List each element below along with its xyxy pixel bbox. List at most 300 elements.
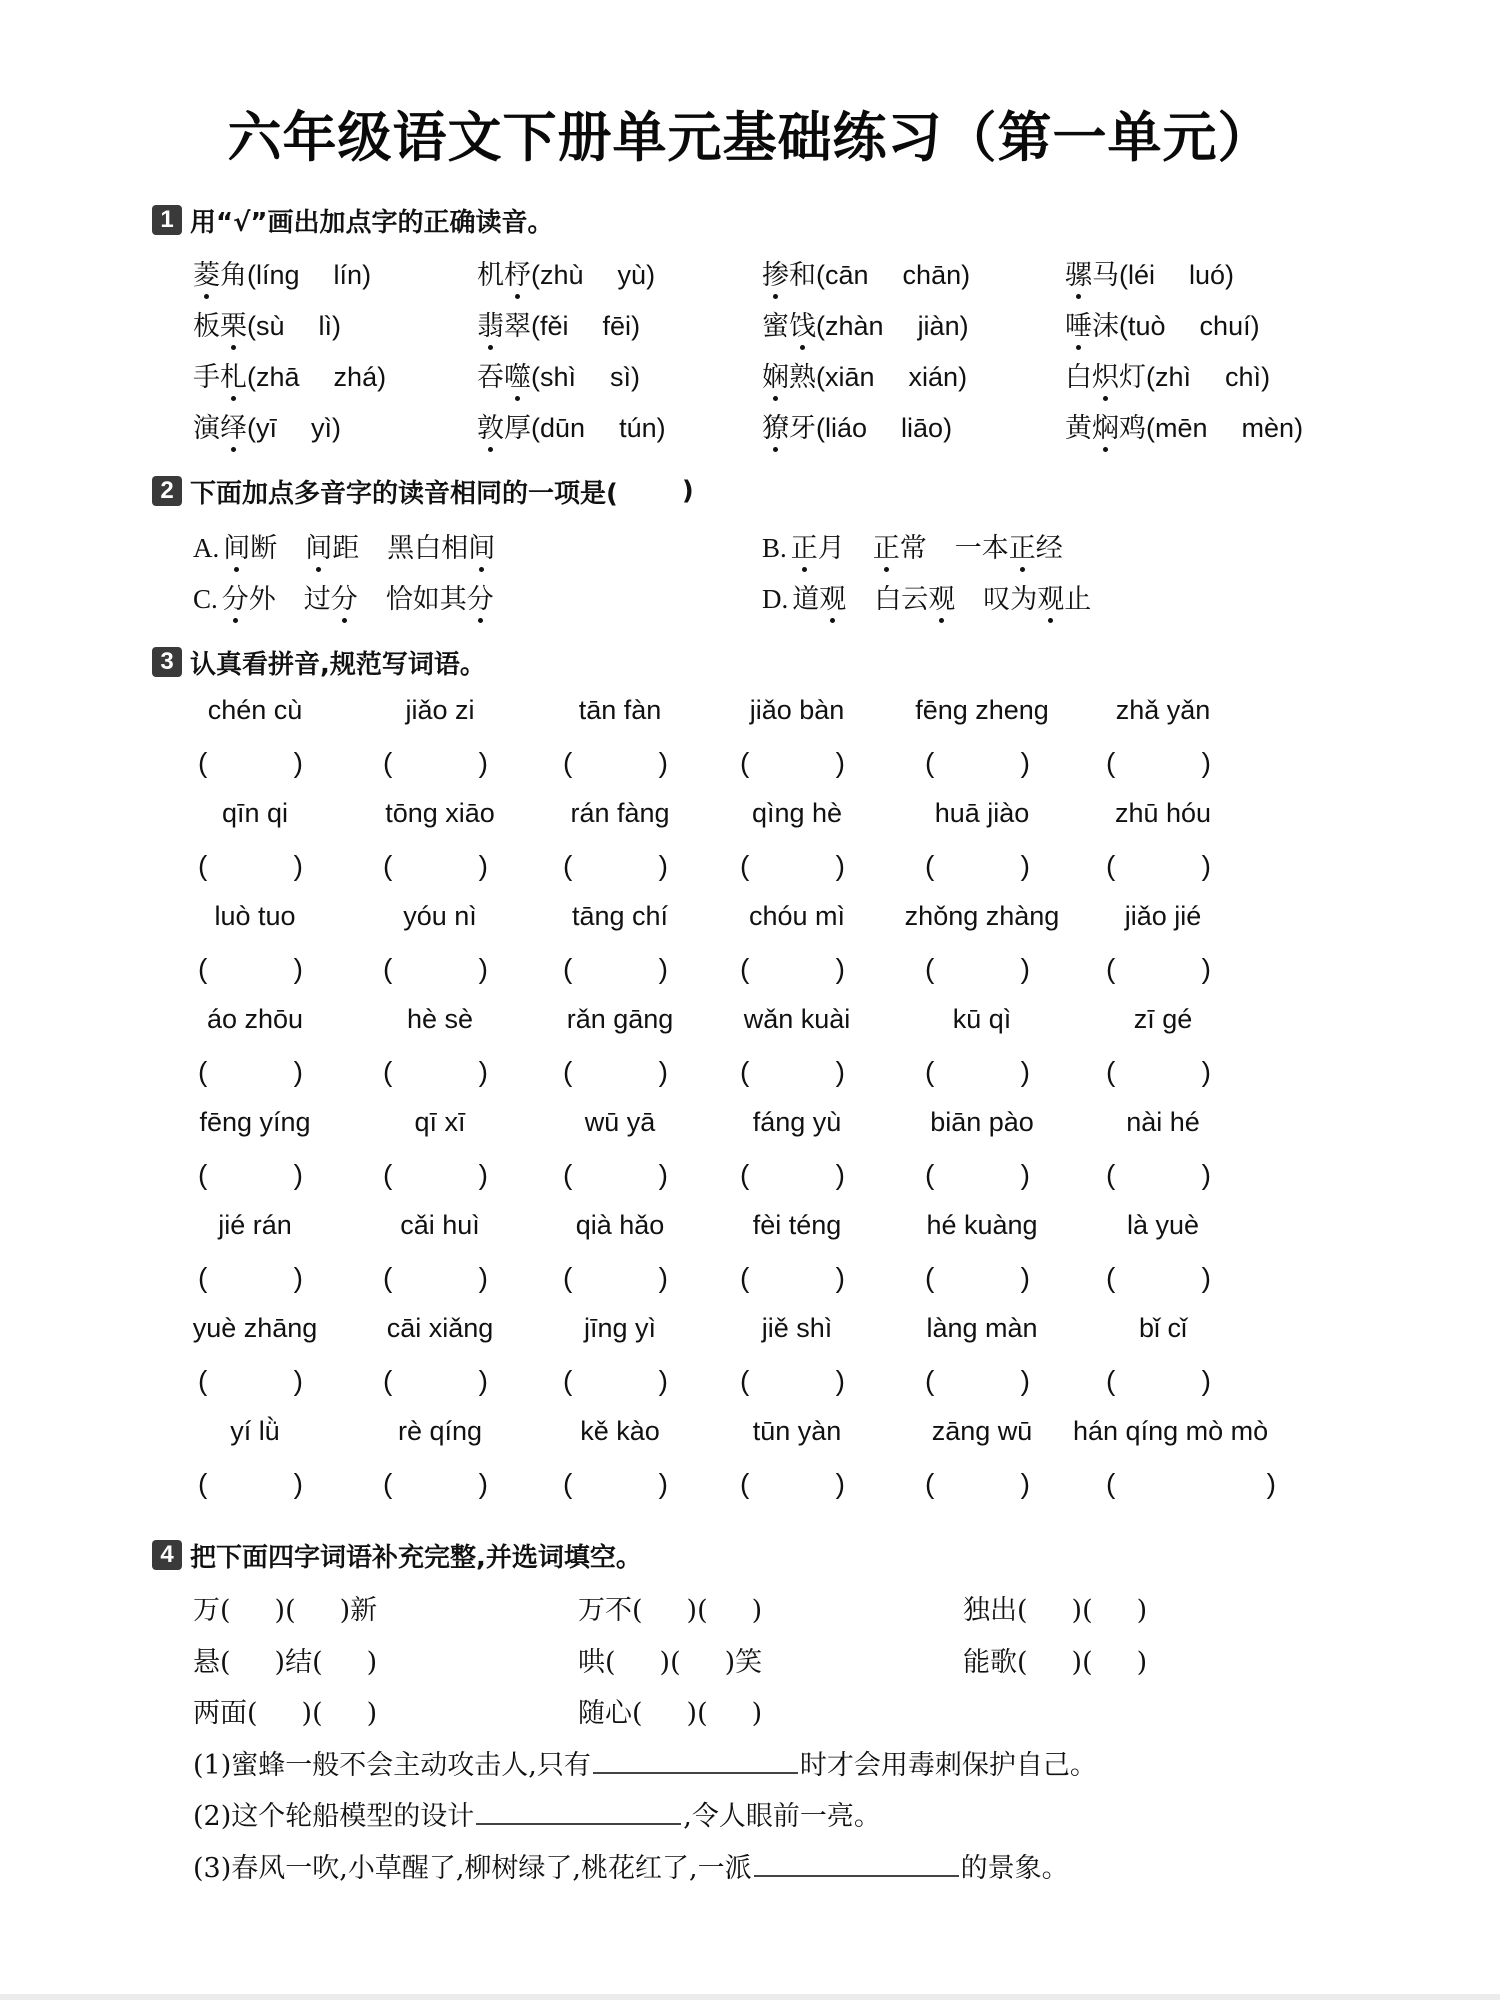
paren-open: ( xyxy=(816,260,825,290)
answer-blank[interactable] xyxy=(1106,1262,1211,1296)
paren-open: ( xyxy=(740,1262,750,1293)
paren-open: ( xyxy=(816,362,825,392)
paren-open: ( xyxy=(563,1056,573,1087)
answer-blank[interactable] xyxy=(1106,1159,1211,1193)
answer-blank[interactable] xyxy=(1106,747,1211,781)
char: 蜜 xyxy=(762,311,789,342)
pinyin-prompt: qià hǎo xyxy=(575,1210,665,1240)
q1-item[interactable] xyxy=(1065,253,1234,292)
q1-item[interactable] xyxy=(762,406,952,445)
pinyin-option[interactable]: luó xyxy=(1189,260,1226,290)
dotted-char: 间 xyxy=(223,526,250,565)
answer-blank[interactable] xyxy=(925,1365,1030,1399)
paren-open: ( xyxy=(383,1056,393,1087)
word xyxy=(983,577,1091,616)
idiom-item[interactable] xyxy=(193,1588,377,1627)
word xyxy=(477,355,531,394)
char: 角 xyxy=(220,260,247,291)
worksheet-title: 六年级语文下册单元基础练习（第一单元） xyxy=(227,106,1273,169)
pinyin-option[interactable]: lì xyxy=(318,311,333,341)
dotted-char: 焖 xyxy=(1092,406,1119,445)
q1-item[interactable] xyxy=(193,355,386,394)
paren-close: ) xyxy=(658,1159,668,1190)
paren-close: ) xyxy=(293,1159,303,1190)
paren-close: ) xyxy=(293,1056,303,1087)
idiom-item[interactable] xyxy=(963,1588,1147,1627)
pinyin-option[interactable]: sù xyxy=(256,311,285,341)
pinyin-option[interactable]: mèn xyxy=(1241,413,1295,443)
char: 黑 xyxy=(387,533,415,564)
answer-blank[interactable] xyxy=(1106,1365,1211,1399)
answer-blank[interactable] xyxy=(198,850,303,884)
pinyin-prompt: tūn yàn xyxy=(752,1416,842,1446)
char: 其 xyxy=(439,584,467,615)
paren-open: ( xyxy=(563,1159,573,1190)
answer-blank[interactable] xyxy=(925,953,1030,987)
paren-close: ) xyxy=(478,953,488,984)
q3-header xyxy=(152,645,486,679)
q1-item[interactable] xyxy=(477,406,666,445)
paren-open: ( xyxy=(198,953,208,984)
answer-blank[interactable] xyxy=(925,1056,1030,1090)
answer-blank[interactable] xyxy=(383,747,488,781)
char: 白 xyxy=(1065,362,1092,393)
paren-open: ( xyxy=(563,1365,573,1396)
q4-header xyxy=(152,1538,642,1572)
paren-close: ) xyxy=(658,1262,668,1293)
paren-close: ) xyxy=(1020,1056,1030,1087)
q1-item[interactable] xyxy=(762,355,967,394)
dotted-char: 观 xyxy=(1037,577,1064,616)
answer-blank[interactable] xyxy=(383,953,488,987)
pinyin-prompt: fēng yíng xyxy=(199,1107,311,1137)
word xyxy=(1065,304,1119,343)
q1-item[interactable] xyxy=(193,253,371,292)
q1-item[interactable] xyxy=(477,304,640,343)
pinyin-prompt: yuè zhāng xyxy=(192,1313,318,1343)
paren-close: ) xyxy=(943,413,953,443)
char: 白 xyxy=(414,533,442,564)
paren-close: ) xyxy=(1201,850,1211,881)
word xyxy=(477,406,531,445)
paren-close: ) xyxy=(959,311,969,341)
paren-open: ( xyxy=(198,850,208,881)
idiom-part: 悬( xyxy=(193,1647,231,1678)
pinyin-prompt: rè qíng xyxy=(397,1416,483,1446)
q2-option-b[interactable] xyxy=(762,526,1091,565)
pinyin-option[interactable]: chì xyxy=(1225,362,1262,392)
answer-blank[interactable] xyxy=(740,953,845,987)
answer-blank[interactable] xyxy=(563,747,668,781)
paren-close: ) xyxy=(1201,1365,1211,1396)
pinyin-prompt: hán qíng mò mò xyxy=(1073,1416,1269,1446)
q1-item[interactable] xyxy=(1065,304,1260,343)
pinyin-prompt: jié rán xyxy=(218,1210,292,1240)
char: 黄 xyxy=(1065,413,1092,444)
paren-close: ) xyxy=(293,953,303,984)
pinyin-option[interactable]: mēn xyxy=(1155,413,1208,443)
pinyin-prompt: yí lǜ xyxy=(230,1416,280,1446)
dotted-char: 间 xyxy=(305,526,332,565)
sentence-after: 的景象。 xyxy=(960,1853,1069,1884)
pinyin-prompt: rán fàng xyxy=(570,798,670,828)
answer-blank[interactable] xyxy=(383,1159,488,1193)
paren-close: ) xyxy=(658,1365,668,1396)
pinyin-option[interactable]: zhàn xyxy=(825,311,884,341)
q4-number-badge: 4 xyxy=(152,1540,182,1570)
paren-open: ( xyxy=(1106,1056,1116,1087)
paren-close: ) xyxy=(478,1468,488,1499)
char: 距 xyxy=(332,533,360,564)
pinyin-option[interactable]: shì xyxy=(540,362,577,392)
idiom-part: 独出( xyxy=(963,1595,1028,1626)
paren-open: ( xyxy=(740,1056,750,1087)
paren-open: ( xyxy=(1119,260,1128,290)
char: 道 xyxy=(792,584,820,615)
dotted-char: 菱 xyxy=(193,253,220,292)
pinyin-option[interactable]: dūn xyxy=(540,413,586,443)
char: 经 xyxy=(1035,533,1063,564)
answer-blank[interactable] xyxy=(740,1262,845,1296)
char: 恰 xyxy=(385,584,413,615)
pinyin-option[interactable]: líng xyxy=(256,260,300,290)
paren-close: ) xyxy=(1020,747,1030,778)
dotted-char: 娴 xyxy=(762,355,789,394)
word xyxy=(193,406,247,445)
pinyin-option[interactable]: zhā xyxy=(256,362,300,392)
dotted-char: 札 xyxy=(220,355,247,394)
pinyin-option[interactable]: yī xyxy=(256,413,278,443)
answer-blank[interactable] xyxy=(925,747,1030,781)
answer-blank[interactable] xyxy=(198,1262,303,1296)
dotted-char: 正 xyxy=(1009,526,1036,565)
idiom-item[interactable] xyxy=(963,1640,1147,1679)
paren-close: ) xyxy=(1020,1262,1030,1293)
paren-open: ( xyxy=(531,362,540,392)
char: 常 xyxy=(899,533,927,564)
answer-blank[interactable] xyxy=(383,1056,488,1090)
pinyin-option[interactable]: xiān xyxy=(825,362,875,392)
paren-close: ) xyxy=(362,260,372,290)
paren-close: ) xyxy=(1201,1056,1211,1087)
paren-open: ( xyxy=(563,850,573,881)
char: 牙 xyxy=(789,413,816,444)
paren-close: ) xyxy=(961,260,971,290)
paren-close: ) xyxy=(1201,1159,1211,1190)
char: 厚 xyxy=(504,413,531,444)
word xyxy=(1065,406,1146,445)
word xyxy=(1065,355,1146,394)
pinyin-prompt: zhū hóu xyxy=(1114,798,1212,828)
paren-close: ) xyxy=(478,1056,488,1087)
idiom-item[interactable] xyxy=(578,1691,762,1730)
idiom-part: )笑 xyxy=(724,1647,763,1678)
pinyin-choices xyxy=(816,260,970,290)
pinyin-prompt: zhǎ yǎn xyxy=(1115,695,1211,725)
paren-close: ) xyxy=(658,1056,668,1087)
answer-blank[interactable] xyxy=(1106,1056,1211,1090)
word xyxy=(386,577,494,616)
idiom-item[interactable] xyxy=(578,1588,762,1627)
pinyin-option[interactable]: chuí xyxy=(1199,311,1251,341)
q1-number-badge: 1 xyxy=(152,205,182,235)
paren-open: ( xyxy=(740,747,750,778)
pinyin-choices xyxy=(247,311,341,341)
paren-close: ) xyxy=(478,1365,488,1396)
answer-blank[interactable] xyxy=(198,1468,303,1502)
pinyin-prompt: chén cù xyxy=(207,695,303,725)
paren-close: ) xyxy=(658,953,668,984)
pinyin-prompt: hé kuàng xyxy=(926,1210,1038,1240)
answer-blank[interactable] xyxy=(1106,1468,1276,1502)
char: 一 xyxy=(954,533,982,564)
idiom-part: ) xyxy=(751,1698,763,1729)
sentence-blank[interactable] xyxy=(593,1746,798,1774)
paren-close: ) xyxy=(658,850,668,881)
answer-blank[interactable] xyxy=(925,850,1030,884)
idiom-part: )( xyxy=(659,1647,681,1678)
paren-open: ( xyxy=(1106,1365,1116,1396)
paren-open: ( xyxy=(383,953,393,984)
paren-close: ) xyxy=(835,953,845,984)
q1-item[interactable] xyxy=(1065,355,1270,394)
sentence-blank[interactable] xyxy=(476,1797,681,1825)
paren-open: ( xyxy=(1106,850,1116,881)
idiom-item[interactable] xyxy=(578,1640,762,1679)
pinyin-option[interactable]: tún xyxy=(619,413,657,443)
pinyin-prompt: tāng chí xyxy=(571,901,669,931)
answer-blank[interactable] xyxy=(563,953,668,987)
dotted-char: 分 xyxy=(467,577,494,616)
pinyin-option[interactable]: zhù xyxy=(540,260,584,290)
q1-item[interactable] xyxy=(1065,406,1303,445)
paren-close: ) xyxy=(835,747,845,778)
q1-header xyxy=(152,203,554,237)
pinyin-option[interactable]: sì xyxy=(610,362,632,392)
pinyin-choices xyxy=(247,413,341,443)
q2-answer-blank[interactable] xyxy=(622,476,694,506)
word xyxy=(762,355,816,394)
answer-blank[interactable] xyxy=(563,1468,668,1502)
dotted-char: 正 xyxy=(791,526,818,565)
q1-item[interactable] xyxy=(762,253,970,292)
pinyin-prompt: hè sè xyxy=(406,1004,474,1034)
q1-item[interactable] xyxy=(193,304,341,343)
paren-close: ) xyxy=(658,747,668,778)
idiom-part: 两面( xyxy=(193,1698,258,1729)
pinyin-option[interactable]: lín xyxy=(333,260,363,290)
answer-blank[interactable] xyxy=(925,1262,1030,1296)
answer-blank[interactable] xyxy=(563,1262,668,1296)
pinyin-prompt: wū yā xyxy=(584,1107,656,1137)
pinyin-option[interactable]: fěi xyxy=(540,311,569,341)
answer-blank[interactable] xyxy=(925,1468,1030,1502)
paren-open: ( xyxy=(198,747,208,778)
paren-close: ) xyxy=(835,1056,845,1087)
answer-blank[interactable] xyxy=(563,850,668,884)
paren-open: ( xyxy=(740,1159,750,1190)
paren-close: ) xyxy=(478,1262,488,1293)
answer-blank[interactable] xyxy=(740,1056,845,1090)
idiom-part: )( xyxy=(686,1595,708,1626)
paren-open: ( xyxy=(925,747,935,778)
paren-close: ) xyxy=(293,850,303,881)
pinyin-prompt: qìng hè xyxy=(751,798,843,828)
q1-item[interactable] xyxy=(477,253,655,292)
char: 相 xyxy=(441,533,469,564)
q4-instruction: 把下面四字词语补充完整,并选词填空。 xyxy=(190,1542,642,1573)
q1-item[interactable] xyxy=(477,355,640,394)
q1-item[interactable] xyxy=(193,406,341,445)
answer-blank[interactable] xyxy=(740,1468,845,1502)
pinyin-prompt: biān pào xyxy=(930,1107,1034,1137)
char: 月 xyxy=(817,533,845,564)
dotted-char: 敦 xyxy=(477,406,504,445)
q2-option-d[interactable] xyxy=(762,577,1119,616)
pinyin-prompt: zī gé xyxy=(1133,1004,1193,1034)
pinyin-prompt: qī xī xyxy=(414,1107,466,1137)
answer-blank[interactable] xyxy=(383,1468,488,1502)
paren-open: ( xyxy=(247,311,256,341)
idiom-item[interactable] xyxy=(193,1691,377,1730)
pinyin-option[interactable]: fēi xyxy=(602,311,632,341)
q2-option-a[interactable] xyxy=(193,526,523,565)
pinyin-option[interactable]: cān xyxy=(825,260,869,290)
answer-blank[interactable] xyxy=(563,1159,668,1193)
answer-blank[interactable] xyxy=(1106,850,1211,884)
answer-blank[interactable] xyxy=(1106,953,1211,987)
dotted-char: 杼 xyxy=(504,253,531,292)
dotted-char: 噬 xyxy=(504,355,531,394)
pinyin-prompt: fáng yù xyxy=(752,1107,842,1137)
pinyin-prompt: fèi téng xyxy=(752,1210,842,1240)
pinyin-option[interactable]: léi xyxy=(1128,260,1156,290)
char: 演 xyxy=(193,413,220,444)
answer-blank[interactable] xyxy=(383,850,488,884)
paren-close: ) xyxy=(835,1365,845,1396)
pinyin-option[interactable]: liāo xyxy=(901,413,944,443)
pinyin-choices xyxy=(531,260,655,290)
paren-close: ) xyxy=(958,362,968,392)
paren-open: ( xyxy=(925,850,935,881)
answer-blank[interactable] xyxy=(383,1365,488,1399)
idiom-part: )( xyxy=(301,1698,323,1729)
q1-item[interactable] xyxy=(762,304,969,343)
paren-open: ( xyxy=(563,953,573,984)
dotted-char: 獠 xyxy=(762,406,789,445)
pinyin-prompt: jiǎo bàn xyxy=(749,695,845,725)
answer-blank[interactable] xyxy=(198,1159,303,1193)
pinyin-option[interactable]: yì xyxy=(311,413,333,443)
answer-blank[interactable] xyxy=(563,1056,668,1090)
answer-blank[interactable] xyxy=(198,1365,303,1399)
paren-open: ( xyxy=(563,1262,573,1293)
pinyin-prompt: yóu nì xyxy=(403,901,477,931)
word xyxy=(304,577,358,616)
pinyin-option[interactable]: chān xyxy=(902,260,962,290)
paren-open: ( xyxy=(383,747,393,778)
paren-open: ( xyxy=(1119,311,1128,341)
pinyin-choices xyxy=(816,362,967,392)
q2-header xyxy=(152,474,694,508)
idiom-part: 万不( xyxy=(578,1595,643,1626)
paren-close: ) xyxy=(835,1262,845,1293)
q1-instruction: 用“√”画出加点字的正确读音。 xyxy=(190,207,554,238)
pinyin-option[interactable]: jiàn xyxy=(917,311,960,341)
answer-blank[interactable] xyxy=(198,1056,303,1090)
paren-open: ( xyxy=(383,1365,393,1396)
pinyin-option[interactable]: xián xyxy=(908,362,959,392)
paren-open: ( xyxy=(1106,953,1116,984)
answer-blank[interactable] xyxy=(563,1365,668,1399)
char: 外 xyxy=(248,584,276,615)
paren-close: ) xyxy=(1020,1468,1030,1499)
word xyxy=(873,526,927,565)
pinyin-choices xyxy=(1146,413,1303,443)
word xyxy=(955,526,1063,565)
word xyxy=(762,304,816,343)
pinyin-prompt: rǎn gāng xyxy=(566,1004,674,1034)
pinyin-prompt: jiě shì xyxy=(761,1313,833,1343)
idiom-part: 万( xyxy=(193,1595,231,1626)
pinyin-option[interactable]: liáo xyxy=(825,413,868,443)
pinyin-choices xyxy=(816,311,969,341)
paren-close: ) xyxy=(1020,850,1030,881)
pinyin-prompt: huā jiào xyxy=(934,798,1030,828)
paren-open: ( xyxy=(383,1262,393,1293)
dotted-char: 观 xyxy=(819,577,846,616)
paren-open: ( xyxy=(1106,1262,1116,1293)
answer-blank[interactable] xyxy=(740,1365,845,1399)
answer-blank[interactable] xyxy=(740,1159,845,1193)
answer-blank[interactable] xyxy=(925,1159,1030,1193)
idiom-part: )结( xyxy=(274,1647,323,1678)
pinyin-choices xyxy=(531,362,640,392)
paren-open: ( xyxy=(816,311,825,341)
pinyin-prompt: wǎn kuài xyxy=(743,1004,851,1034)
pinyin-option[interactable]: tuò xyxy=(1128,311,1166,341)
q2-option-c[interactable] xyxy=(193,577,522,616)
answer-blank[interactable] xyxy=(740,850,845,884)
answer-blank[interactable] xyxy=(198,953,303,987)
word xyxy=(762,253,816,292)
pinyin-option[interactable]: zhì xyxy=(1155,362,1192,392)
paren-close: ) xyxy=(1020,1159,1030,1190)
dotted-char: 唾 xyxy=(1065,304,1092,343)
pinyin-option[interactable]: zhá xyxy=(333,362,378,392)
idiom-part: )( xyxy=(1071,1647,1093,1678)
answer-blank[interactable] xyxy=(383,1262,488,1296)
paren-close: ) xyxy=(835,850,845,881)
sentence-after: ,令人眼前一亮。 xyxy=(683,1801,881,1832)
idiom-part: ) xyxy=(366,1698,378,1729)
q2-paren-close: ) xyxy=(681,476,694,506)
answer-blank[interactable] xyxy=(198,747,303,781)
pinyin-prompt: cāi xiǎng xyxy=(386,1313,494,1343)
char: 马 xyxy=(1092,260,1119,291)
answer-blank[interactable] xyxy=(740,747,845,781)
paren-close: ) xyxy=(1201,1262,1211,1293)
paren-open: ( xyxy=(1106,1468,1116,1499)
paren-close: ) xyxy=(332,311,342,341)
dotted-char: 炽 xyxy=(1092,355,1119,394)
paren-open: ( xyxy=(740,1365,750,1396)
sentence-blank[interactable] xyxy=(754,1849,959,1877)
pinyin-option[interactable]: yù xyxy=(617,260,647,290)
paren-open: ( xyxy=(925,1056,935,1087)
idiom-item[interactable] xyxy=(193,1640,377,1679)
paren-open: ( xyxy=(925,1468,935,1499)
